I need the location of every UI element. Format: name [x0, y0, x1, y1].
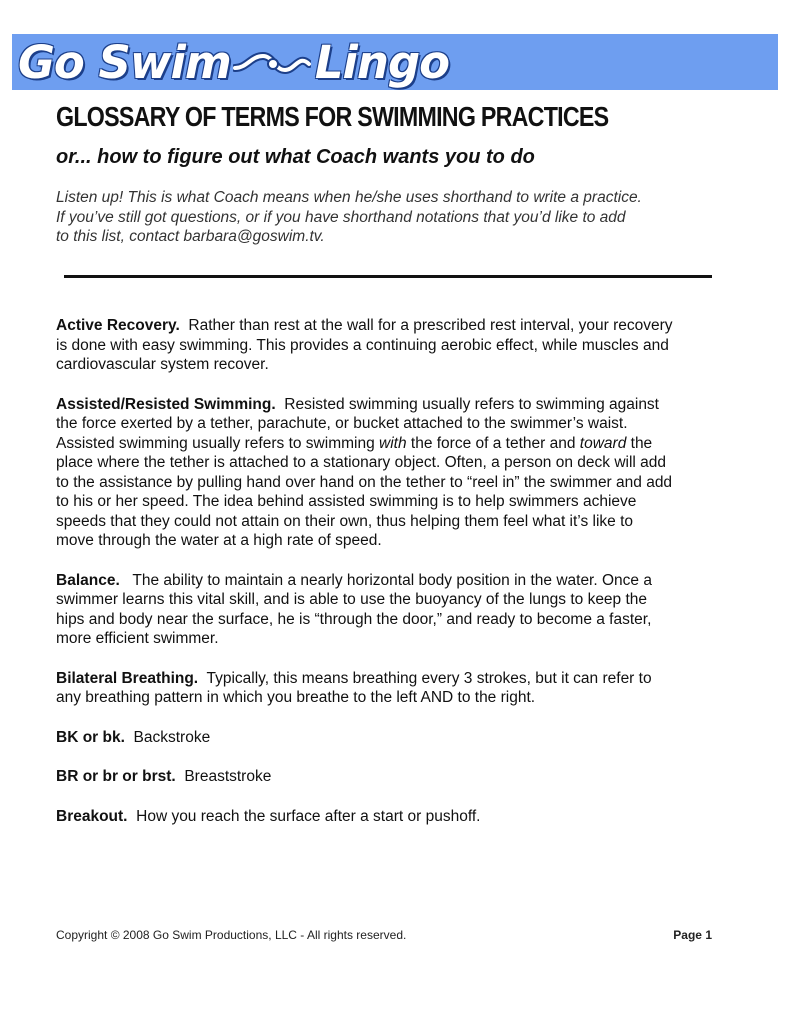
glossary-definition: The ability to maintain a nearly horizontal body position in the water. Once a [132, 571, 652, 589]
glossary-definition: move through the water at a high rate of speed. [56, 532, 382, 549]
glossary-definition: speeds that they could not attain on their own, thus helping them feel what it’s like to [56, 512, 634, 530]
page-footer [56, 928, 712, 942]
glossary-term: Assisted/Resisted Swimming. [56, 395, 276, 413]
wave-icon [233, 42, 311, 82]
copyright-text: Copyright © 2008 Go Swim Productions, LLC - All rights reserved. [56, 928, 407, 942]
goswim-lingo-logo[interactable] [18, 34, 449, 90]
emphasis-text: toward [579, 434, 627, 452]
glossary-definition: the force of a tether and [406, 434, 580, 452]
glossary-definition-line [56, 434, 746, 454]
page-title: GLOSSARY OF TERMS FOR SWIMMING PRACTICES [56, 101, 609, 132]
glossary-definition: place where the tether is attached to a stationary object. Often, a person on deck will add [56, 454, 667, 471]
intro-line: to this list, contact barbara@goswim.tv. [56, 228, 325, 245]
logo-text-goswim: Go Swim [18, 35, 231, 89]
glossary-term: Balance. [56, 571, 120, 589]
page-number: Page 1 [673, 928, 712, 942]
header-banner [12, 34, 778, 90]
glossary-entry-assisted-resisted [56, 395, 746, 551]
glossary-definition: Resisted swimming usually refers to swimming against [284, 395, 659, 413]
glossary-definition: swimmer learns this vital skill, and is able to use the buoyancy of the lungs to keep the [56, 591, 648, 608]
page-subtitle: or... how to figure out what Coach wants you to do [56, 146, 535, 168]
intro-line: If you’ve still got questions, or if you have shorthand notations that you’d like to add [56, 208, 626, 226]
glossary-entry-bk [56, 728, 746, 748]
glossary-list [56, 316, 746, 846]
divider [64, 275, 712, 278]
glossary-definition: more efficient swimmer. [56, 630, 219, 647]
glossary-entry-br [56, 767, 746, 787]
glossary-entry-active-recovery [56, 316, 746, 375]
glossary-definition: hips and body near the surface, he is “through the door,” and ready to become a faster, [56, 610, 652, 628]
glossary-entry-balance [56, 571, 746, 649]
glossary-entry-breakout [56, 807, 746, 827]
glossary-definition: the [626, 434, 653, 452]
glossary-definition: cardiovascular system recover. [56, 356, 269, 373]
glossary-term: BR or br or brst. [56, 768, 176, 785]
glossary-definition: to the assistance by pulling hand over hand on the tether to “reel in” the swimmer and add [56, 473, 673, 491]
glossary-term: Bilateral Breathing. [56, 669, 199, 687]
glossary-definition: Backstroke [133, 728, 211, 746]
glossary-definition: to his or her speed. The idea behind assisted swimming is to help swimmers achieve [56, 493, 637, 510]
logo-text-lingo: Lingo [314, 35, 450, 89]
glossary-term: Active Recovery. [56, 317, 180, 334]
glossary-definition: Typically, this means breathing every 3 strokes, but it can refer to [206, 669, 652, 687]
glossary-definition: How you reach the surface after a start or pushoff. [136, 807, 481, 825]
intro-paragraph [56, 188, 756, 247]
emphasis-text: with [379, 434, 407, 452]
glossary-term: BK or bk. [56, 728, 125, 746]
glossary-definition: the force exerted by a tether, parachute, or bucket attached to the swimmer’s waist. [56, 415, 628, 432]
glossary-definition: Breaststroke [184, 768, 272, 785]
glossary-definition: any breathing pattern in which you breathe to the left AND to the right. [56, 689, 536, 706]
glossary-definition: is done with easy swimming. This provides a continuing aerobic effect, while muscles and [56, 336, 669, 354]
glossary-entry-bilateral-breathing [56, 669, 746, 708]
glossary-definition: Assisted swimming usually refers to swimming [56, 434, 380, 452]
glossary-definition: Rather than rest at the wall for a prescribed rest interval, your recovery [188, 317, 673, 334]
intro-line: Listen up! This is what Coach means when he/she uses shorthand to write a practice. [56, 189, 642, 206]
glossary-term: Breakout. [56, 807, 128, 825]
